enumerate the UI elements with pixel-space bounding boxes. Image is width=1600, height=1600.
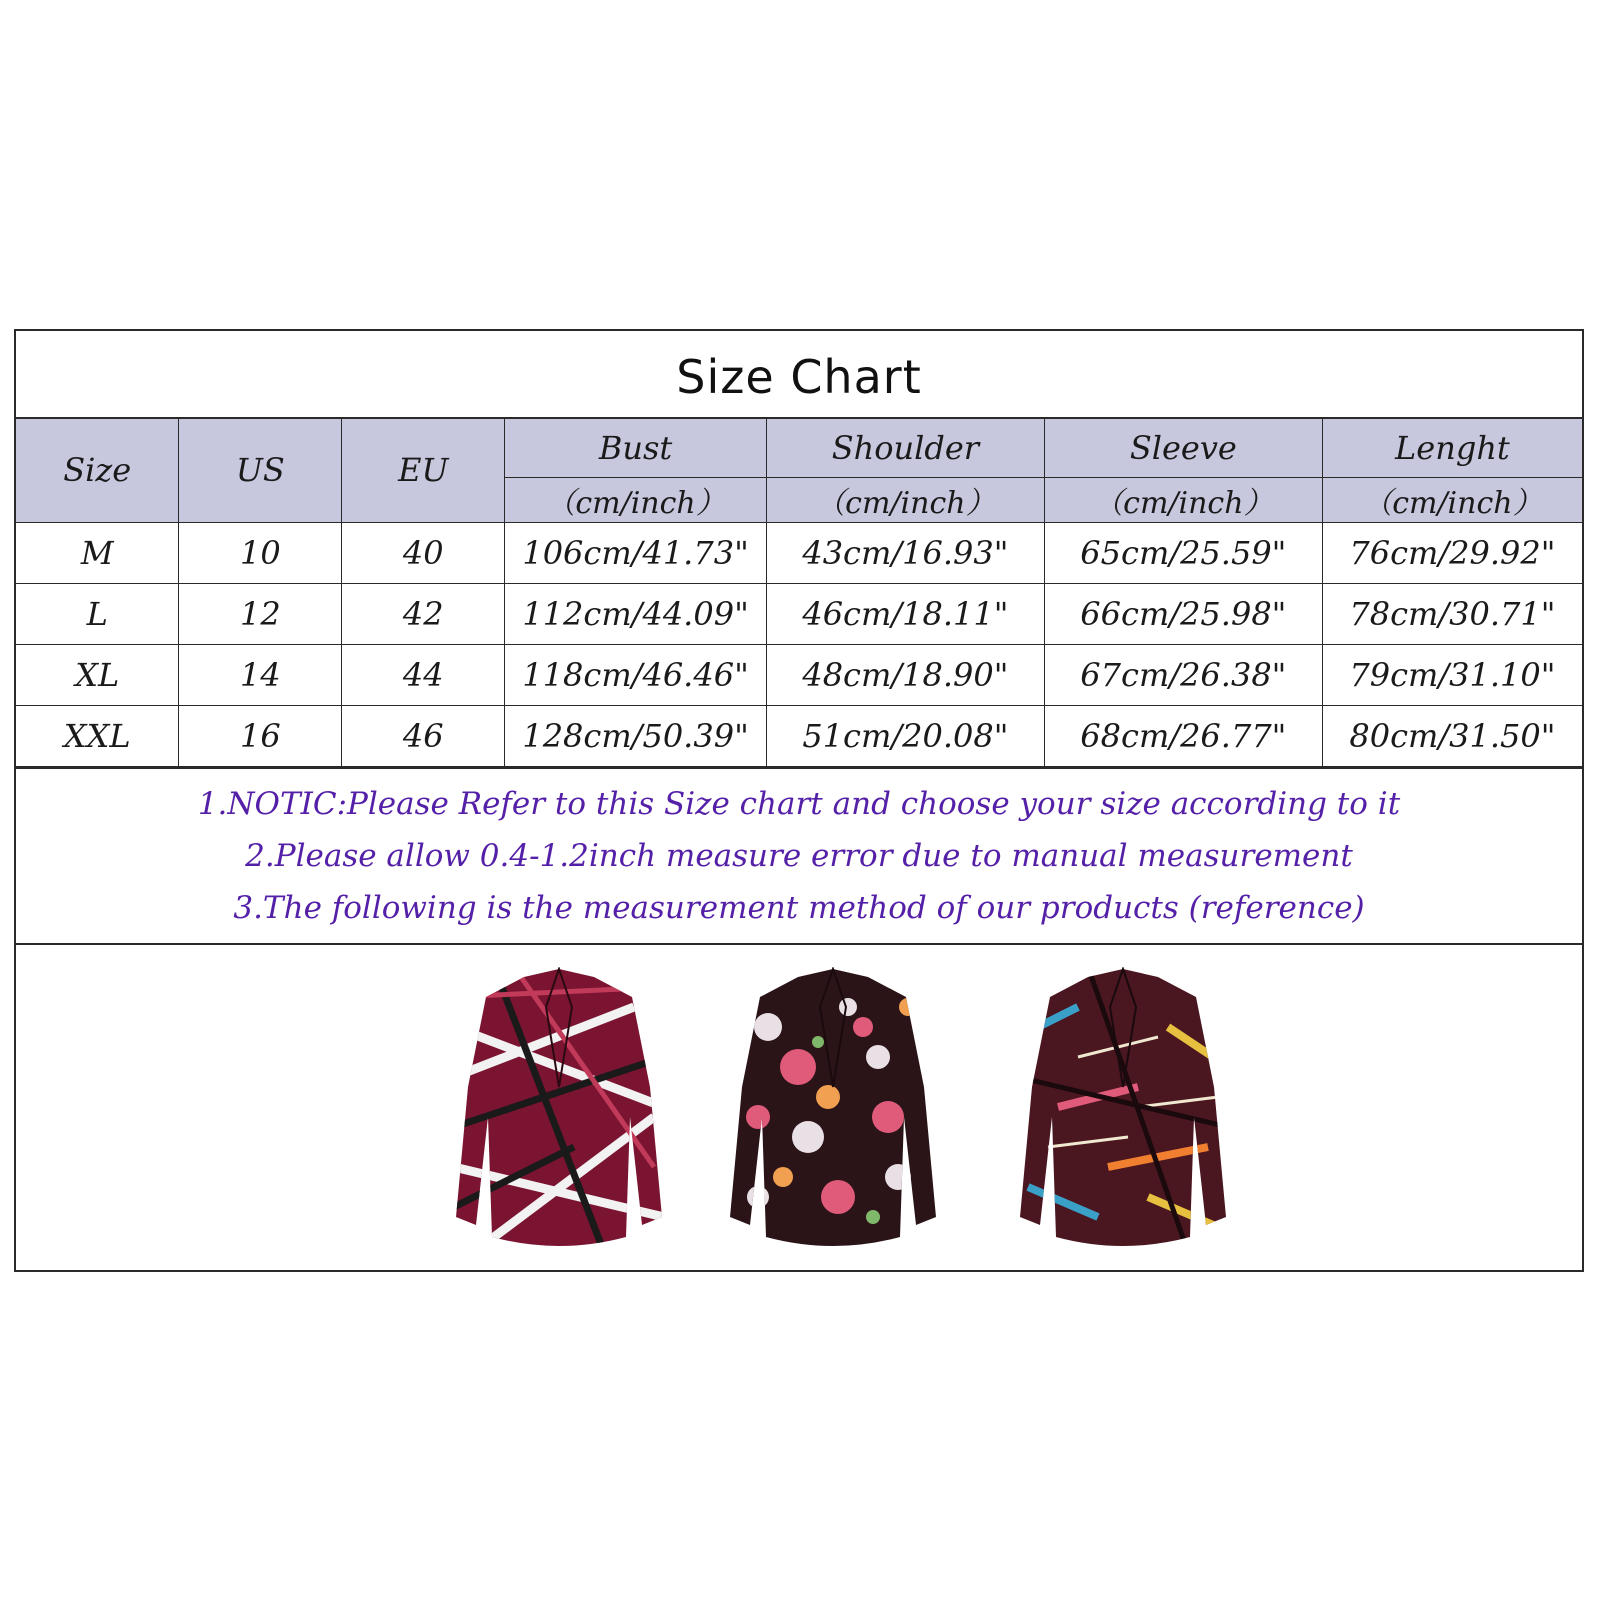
cell-length: 76cm/29.92" [1322,522,1582,583]
size-chart-title: Size Chart [676,350,922,404]
table-row [16,705,1582,766]
cell-eu: 40 [342,522,505,583]
cell-sleeve: 67cm/26.38" [1044,644,1322,705]
cell-us: 12 [179,583,342,644]
cell-sleeve: 65cm/25.59" [1044,522,1322,583]
title-row [16,331,1582,419]
cell-sleeve: 66cm/25.98" [1044,583,1322,644]
product-image-shirt-geometric [454,967,664,1252]
cell-length: 79cm/31.10" [1322,644,1582,705]
cell-size: L [16,583,179,644]
header-shoulder: Shoulder [766,419,1044,477]
cell-eu: 46 [342,705,505,766]
cell-shoulder: 46cm/18.11" [766,583,1044,644]
header-length: Lenght [1322,419,1582,477]
cell-eu: 44 [342,644,505,705]
size-chart [14,329,1584,1272]
unit-length: （cm/inch） [1322,477,1582,522]
header-size: Size [16,419,179,522]
cell-bust: 112cm/44.09" [505,583,767,644]
unit-bust: （cm/inch） [505,477,767,522]
cell-length: 78cm/30.71" [1322,583,1582,644]
cell-size: XL [16,644,179,705]
cell-eu: 42 [342,583,505,644]
note-2: 2.Please allow 0.4-1.2inch measure error due to manual measurement [245,837,1353,874]
table-row [16,583,1582,644]
cell-size: XXL [16,705,179,766]
size-table [16,419,1582,767]
product-image-shirt-floral [728,967,938,1252]
cell-shoulder: 48cm/18.90" [766,644,1044,705]
cell-bust: 118cm/46.46" [505,644,767,705]
unit-shoulder: （cm/inch） [766,477,1044,522]
table-header-row [16,419,1582,477]
cell-shoulder: 51cm/20.08" [766,705,1044,766]
cell-size: M [16,522,179,583]
cell-shoulder: 43cm/16.93" [766,522,1044,583]
table-row [16,644,1582,705]
note-3: 3.The following is the measurement method of our products (reference) [233,889,1365,926]
cell-us: 16 [179,705,342,766]
table-row [16,522,1582,583]
notes-section [16,767,1582,945]
cell-length: 80cm/31.50" [1322,705,1582,766]
unit-sleeve: （cm/inch） [1044,477,1322,522]
product-image-shirt-abstract [1018,967,1228,1252]
product-images [16,945,1582,1262]
header-sleeve: Sleeve [1044,419,1322,477]
cell-us: 10 [179,522,342,583]
note-1: 1.NOTIC:Please Refer to this Size chart and choose your size according to it [197,785,1401,822]
cell-bust: 106cm/41.73" [505,522,767,583]
cell-us: 14 [179,644,342,705]
cell-bust: 128cm/50.39" [505,705,767,766]
cell-sleeve: 68cm/26.77" [1044,705,1322,766]
header-eu: EU [342,419,505,522]
header-bust: Bust [505,419,767,477]
header-us: US [179,419,342,522]
